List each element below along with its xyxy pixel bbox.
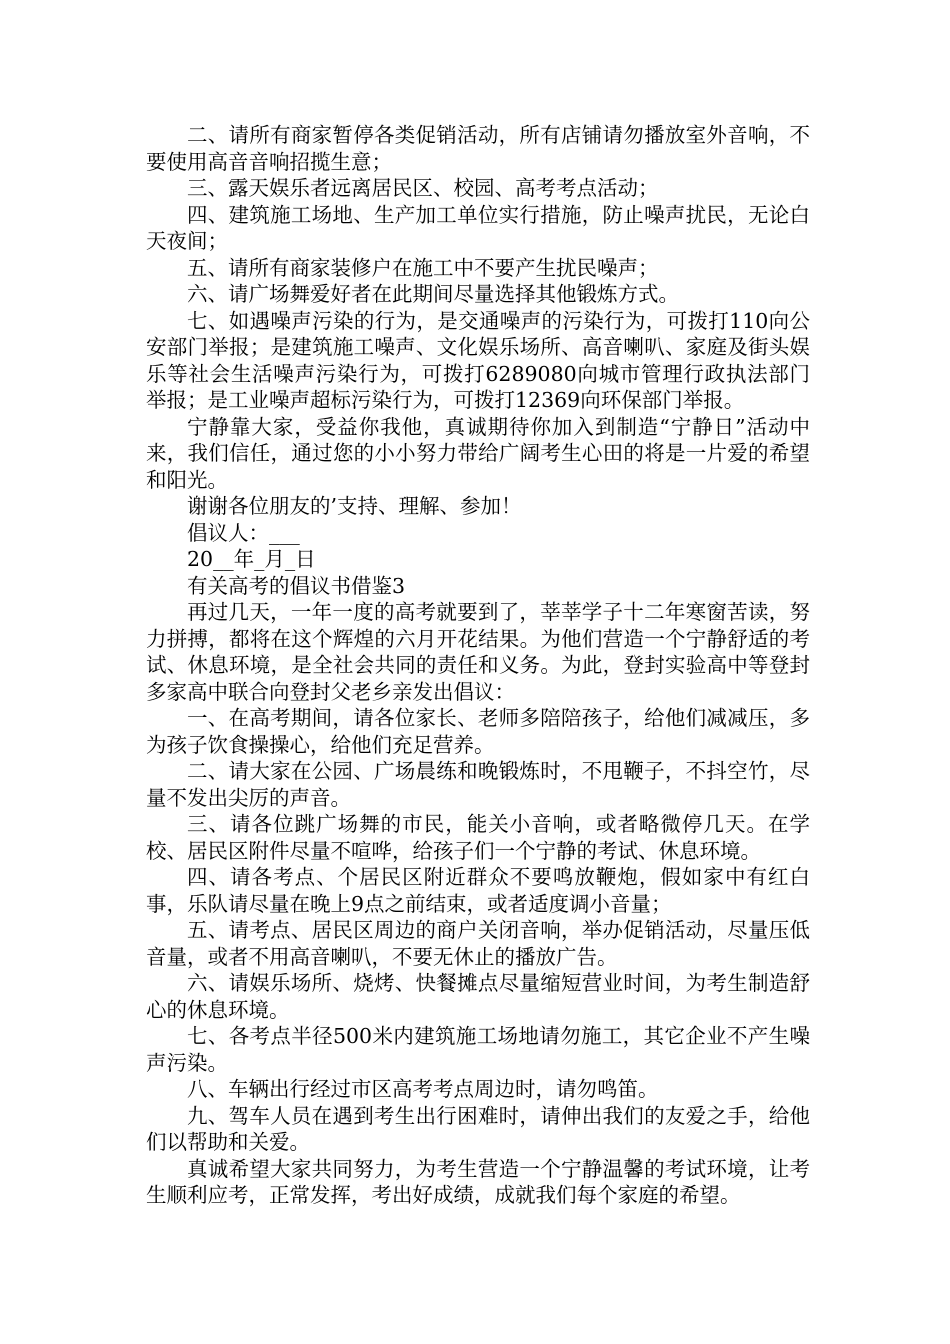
- date-line: 20__年_月_日: [187, 547, 316, 571]
- paragraph: 三、请各位跳广场舞的市民，能关小音响，或者略微停几天。在学校、居民区附件尽量不喧哗，给孩子们一个宁静的考试、休息环境。: [146, 812, 810, 863]
- paragraph: 谢谢各位朋友的’支持、理解、参加！: [187, 494, 522, 518]
- paragraph: 四、请各考点、个居民区附近群众不要鸣放鞭炮，假如家中有红白事，乐队请尽量在晚上9点之前结束，或者适度调小音量；: [146, 865, 810, 916]
- paragraph: 三、露天娱乐者远离居民区、校园、高考考点活动；: [187, 176, 659, 200]
- paragraph: 七、如遇噪声污染的行为，是交通噪声的污染行为，可拨打110向公安部门举报；是建筑施工噪声、文化娱乐场所、高音喇叭、家庭及街头娱乐等社会生活噪声污染行为，可拨打6289080向城市管理行政执法部门举报；是工业噪声超标污染行为，可拨打12369向环保部门举报。: [146, 308, 810, 412]
- paragraph: 九、驾车人员在遇到考生出行困难时，请伸出我们的友爱之手，给他们以帮助和关爱。: [146, 1103, 810, 1154]
- document-body: [146, 122, 810, 1209]
- paragraph: 六、请娱乐场所、烧烤、快餐摊点尽量缩短营业时间，为考生制造舒心的休息环境。: [146, 971, 810, 1022]
- paragraph: 五、请考点、居民区周边的商户关闭音响，举办促销活动，尽量压低音量，或者不用高音喇叭，不要无休止的播放广告。: [146, 918, 810, 969]
- paragraph: 五、请所有商家装修户在施工中不要产生扰民噪声；: [187, 255, 659, 280]
- paragraph: 真诚希望大家共同努力，为考生营造一个宁静温馨的考试环境，让考生顺利应考，正常发挥，考出好成绩，成就我们每个家庭的希望。: [146, 1156, 810, 1207]
- paragraph: 一、在高考期间，请各位家长、老师多陪陪孩子，给他们减减压，多为孩子饮食操操心，给他们充足营养。: [146, 706, 810, 757]
- paragraph: 再过几天，一年一度的高考就要到了，莘莘学子十二年寒窗苦读，努力拼搏，都将在这个辉煌的六月开花结果。为他们营造一个宁静舒适的考试、休息环境，是全社会共同的责任和义务。为此，登封实验高中等登封多家高中联合向登封父老乡亲发出倡议：: [146, 600, 810, 704]
- paragraph: 二、请大家在公园、广场晨练和晚锻炼时，不甩鞭子，不抖空竹，尽量不发出尖厉的声音。: [146, 759, 810, 810]
- section-title: 有关高考的倡议书借鉴3: [187, 573, 406, 598]
- paragraph: 八、车辆出行经过市区高考考点周边时，请勿鸣笛。: [187, 1077, 659, 1101]
- paragraph: 七、各考点半径500米内建筑施工场地请勿施工，其它企业不产生噪声污染。: [146, 1024, 810, 1075]
- signature-line: 倡议人：___: [187, 520, 300, 545]
- paragraph: 六、请广场舞爱好者在此期间尽量选择其他锻炼方式。: [187, 282, 679, 306]
- paragraph: 宁静靠大家，受益你我他，真诚期待你加入到制造“宁静日”活动中来，我们信任，通过您的小小努力带给广阔考生心田的将是一片爱的希望和阳光。: [146, 414, 810, 492]
- paragraph: 二、请所有商家暂停各类促销活动，所有店铺请勿播放室外音响，不要使用高音音响招揽生意；: [146, 123, 810, 174]
- paragraph: 四、建筑施工场地、生产加工单位实行措施，防止噪声扰民，无论白天夜间；: [146, 202, 810, 253]
